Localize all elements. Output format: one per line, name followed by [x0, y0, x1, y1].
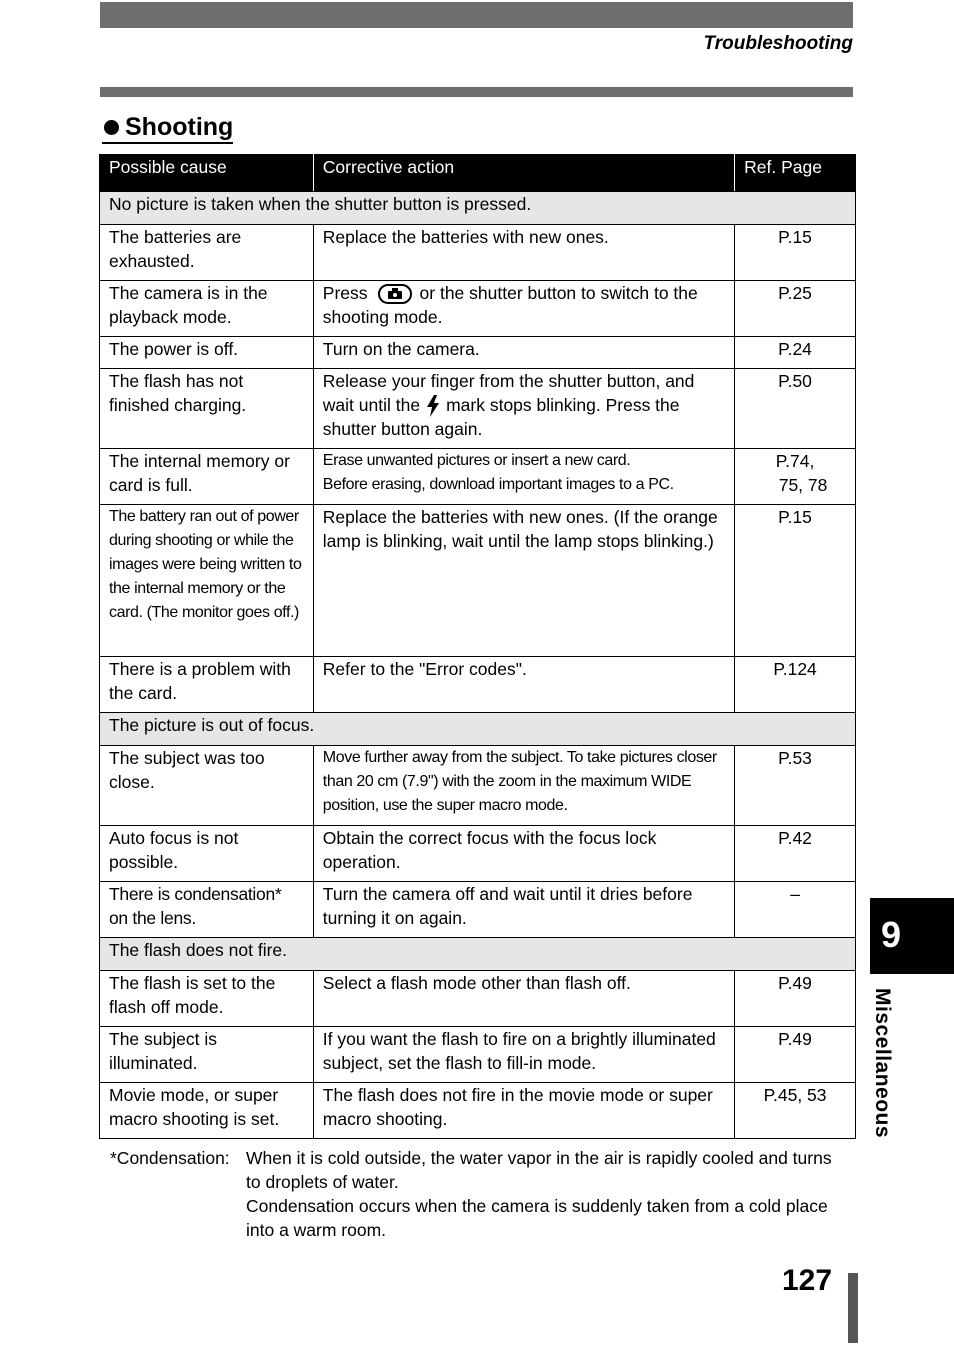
table-row [100, 1027, 856, 1083]
ref-cell: P.45, 53 [735, 1083, 856, 1139]
ref-cell: P.49 [735, 971, 856, 1027]
ref-cell: P.42 [735, 826, 856, 882]
ref-cell: P.15 [735, 505, 856, 657]
chapter-label: Miscellaneous [871, 988, 894, 1139]
action-cell: Replace the batteries with new ones. [313, 225, 734, 281]
section-title [102, 113, 233, 144]
cause-cell: The internal memory or card is full. [100, 449, 314, 505]
camera-button-icon [378, 284, 412, 304]
page-number-bar [848, 1273, 858, 1343]
cause-cell: The camera is in the playback mode. [100, 281, 314, 337]
action-cell: Turn the camera off and wait until it dries before turning it on again. [313, 882, 734, 938]
page-number: 127 [782, 1264, 833, 1297]
cause-cell: Movie mode, or super macro shooting is set. [100, 1083, 314, 1139]
table-row [100, 882, 856, 938]
cause-cell: The battery ran out of power during shooting or while the images were being written to the internal memory or the card. (The monitor goes off.) [100, 505, 314, 657]
group-heading: The flash does not fire. [100, 938, 856, 971]
ref-cell: P.24 [735, 337, 856, 369]
table-row [100, 971, 856, 1027]
troubleshooting-table [99, 154, 856, 1139]
footnote-label: *Condensation: [110, 1148, 230, 1168]
action-cell: Select a flash mode other than flash off. [313, 971, 734, 1027]
cause-cell: Auto focus is not possible. [100, 826, 314, 882]
action-cell: Replace the batteries with new ones. (If the orange lamp is blinking, wait until the lamp stops blinking.) [313, 505, 734, 657]
group-heading: No picture is taken when the shutter button is pressed. [100, 192, 856, 225]
table-row [100, 746, 856, 826]
table-row [100, 505, 856, 657]
ref-cell: P.15 [735, 225, 856, 281]
table-row [100, 449, 856, 505]
footnote-paragraph: When it is cold outside, the water vapor in the air is rapidly cooled and turns to droplets of water. [246, 1148, 832, 1192]
table-row [100, 281, 856, 337]
footnote-body [246, 1146, 846, 1242]
ref-cell: – [735, 882, 856, 938]
cause-cell: The subject was too close. [100, 746, 314, 826]
table-row [100, 369, 856, 449]
cause-cell: The batteries are exhausted. [100, 225, 314, 281]
ref-line: 75, 78 [778, 475, 828, 495]
ref-cell: P.50 [735, 369, 856, 449]
action-cell [313, 281, 734, 337]
cause-cell: There is condensation* on the lens. [100, 882, 314, 938]
action-cell [313, 449, 734, 505]
section-title-text: Shooting [125, 113, 234, 141]
footnote-paragraph: Condensation occurs when the camera is suddenly taken from a cold place into a warm room. [246, 1196, 828, 1240]
flash-icon [426, 395, 440, 417]
ref-cell [735, 449, 856, 505]
cause-cell: The power is off. [100, 337, 314, 369]
cause-cell: There is a problem with the card. [100, 657, 314, 713]
table-row [100, 337, 856, 369]
table-row [100, 657, 856, 713]
bullet-icon [104, 120, 119, 135]
action-cell: Obtain the correct focus with the focus lock operation. [313, 826, 734, 882]
column-header-cause: Possible cause [100, 155, 314, 192]
column-header-action: Corrective action [313, 155, 734, 192]
action-cell: Turn on the camera. [313, 337, 734, 369]
header-divider-bar [100, 87, 853, 97]
action-text-before: Press [322, 283, 368, 303]
table-row [100, 826, 856, 882]
cause-cell: The subject is illuminated. [100, 1027, 314, 1083]
column-header-ref: Ref. Page [735, 155, 856, 192]
action-line: Erase unwanted pictures or insert a new card. [322, 452, 631, 469]
action-cell: The flash does not fire in the movie mode or super macro shooting. [313, 1083, 734, 1139]
table-row [100, 225, 856, 281]
cause-cell: The flash has not finished charging. [100, 369, 314, 449]
cause-cell: The flash is set to the flash off mode. [100, 971, 314, 1027]
action-text-after: mark stops blinking. Press the shutter button again. [322, 395, 680, 440]
group-heading: The picture is out of focus. [100, 713, 856, 746]
action-cell: Move further away from the subject. To take pictures closer than 20 cm (7.9") with the zoom in the maximum WIDE position, use the super macro mode. [313, 746, 734, 826]
ref-line: P.74, [775, 451, 815, 471]
group-heading-row [100, 192, 856, 225]
running-head: Troubleshooting [703, 33, 853, 54]
group-heading-row [100, 938, 856, 971]
group-heading-row [100, 713, 856, 746]
ref-cell: P.25 [735, 281, 856, 337]
table-header-row [100, 155, 856, 192]
ref-cell: P.124 [735, 657, 856, 713]
action-text-after: or the shutter button to switch to the shooting mode. [322, 283, 698, 327]
action-line: Before erasing, download important images to a PC. [322, 476, 674, 493]
header-bar [100, 2, 853, 28]
ref-cell: P.53 [735, 746, 856, 826]
action-cell [313, 369, 734, 449]
action-cell: If you want the flash to fire on a brightly illuminated subject, set the flash to fill-in mode. [313, 1027, 734, 1083]
table-row [100, 1083, 856, 1139]
chapter-number: 9 [881, 914, 902, 955]
chapter-tab [870, 898, 954, 974]
action-text-before: Release your finger from the shutter button, and wait until the [322, 371, 695, 415]
action-cell: Refer to the "Error codes". [313, 657, 734, 713]
ref-cell: P.49 [735, 1027, 856, 1083]
